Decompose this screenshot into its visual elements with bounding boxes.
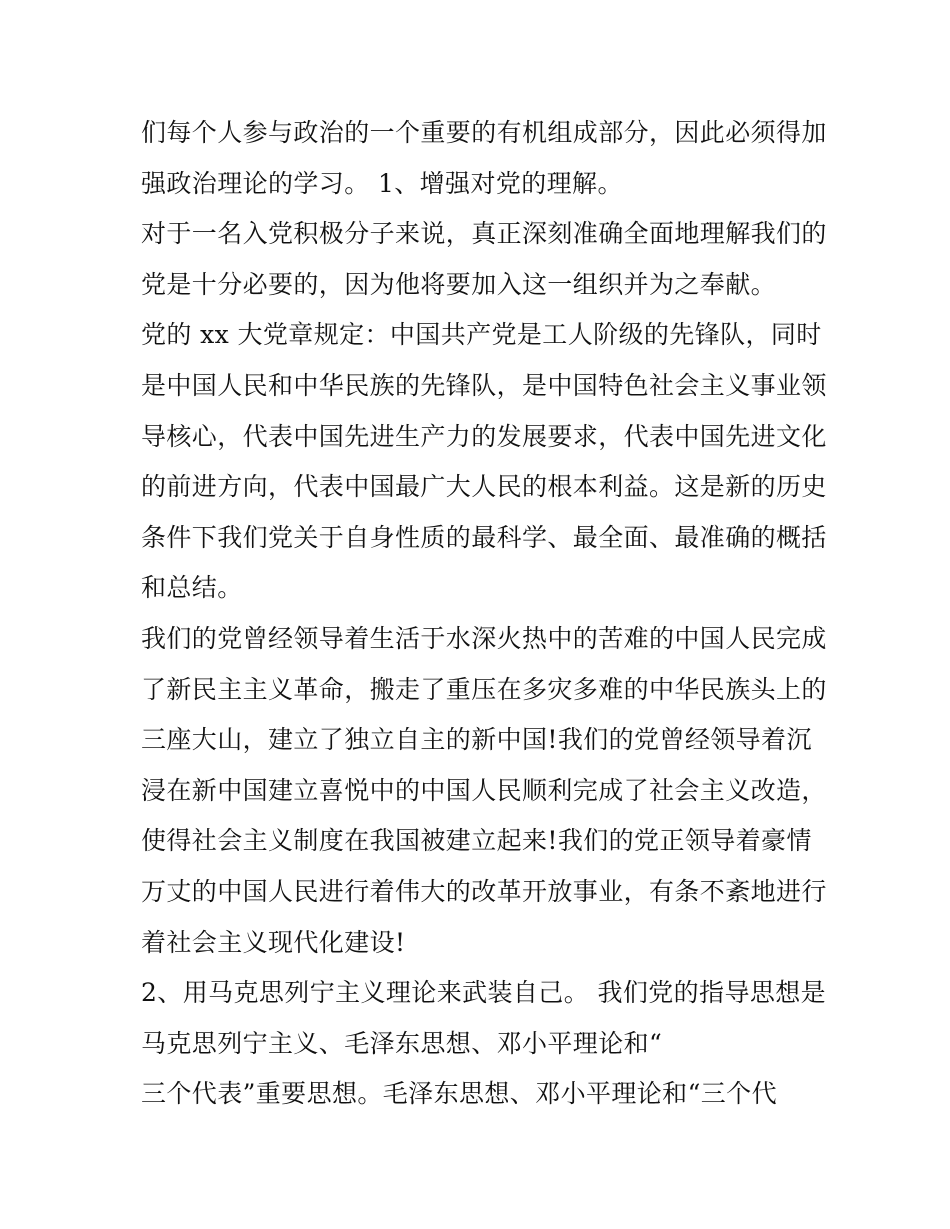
text-line: 万丈的中国人民进行着伟大的改革开放事业，有条不紊地进行 (141, 876, 827, 906)
text-line: 了新民主主义革命，搬走了重压在多灾多难的中华民族头上的 (141, 674, 827, 704)
text-line: 对于一名入党积极分子来说，真正深刻准确全面地理解我们的 (141, 219, 827, 249)
text-line: 我们的党曾经领导着生活于水深火热中的苦难的中国人民完成 (141, 623, 827, 653)
text-line: 强政治理论的学习。 1、增强对党的理解。 (141, 168, 623, 198)
text-line: 2、用马克思列宁主义理论来武装自己。 我们党的指导思想是 (141, 978, 827, 1008)
text-line: 条件下我们党关于自身性质的最科学、最全面、最准确的概括 (141, 522, 827, 552)
text-line: 着社会主义现代化建设! (141, 927, 406, 957)
text-line: 三个代表”重要思想。毛泽东思想、邓小平理论和“三个代 (141, 1079, 777, 1109)
text-line: 三座大山，建立了独立自主的新中国!我们的党曾经领导着沉 (141, 725, 812, 755)
text-line: 马克思列宁主义、毛泽东思想、邓小平理论和“ (141, 1028, 663, 1058)
text-line: 浸在新中国建立喜悦中的中国人民顺利完成了社会主义改造， (141, 775, 827, 805)
text-line: 和总结。 (141, 573, 243, 603)
text-line: 导核心，代表中国先进生产力的发展要求，代表中国先进文化 (141, 421, 827, 451)
text-line: 的前进方向，代表中国最广大人民的根本利益。这是新的历史 (141, 472, 827, 502)
text-line: 党的 xx 大党章规定：中国共产党是工人阶级的先锋队，同时 (141, 320, 822, 350)
text-line: 是中国人民和中华民族的先锋队，是中国特色社会主义事业领 (141, 370, 827, 400)
document-body (141, 108, 827, 1120)
text-line: 党是十分必要的，因为他将要加入这一组织并为之奉献。 (141, 269, 777, 299)
text-line: 们每个人参与政治的一个重要的有机组成部分，因此必须得加 (141, 118, 827, 147)
text-line: 使得社会主义制度在我国被建立起来!我们的党正领导着豪情 (141, 826, 812, 856)
